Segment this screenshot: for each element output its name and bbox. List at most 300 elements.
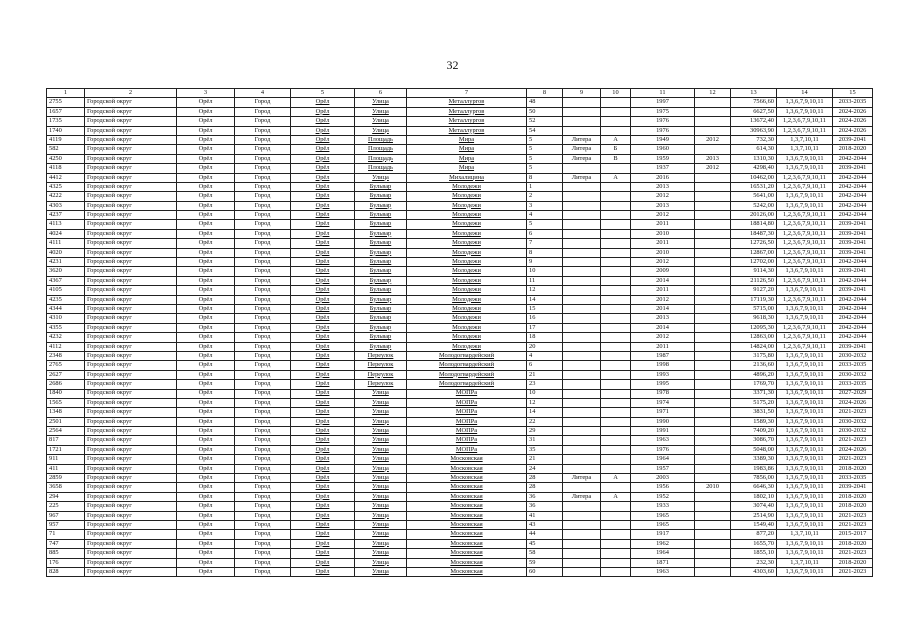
table-cell-col-13: 2136,60 — [731, 361, 777, 370]
table-cell-col-4: Город — [235, 98, 291, 107]
table-cell-col-14: 1,2,3,6,7,9,10,11 — [777, 229, 833, 238]
table-cell-col-13: 1769,70 — [731, 380, 777, 389]
table-cell-col-3: Орёл — [177, 211, 235, 220]
table-cell-col-3: Орёл — [177, 286, 235, 295]
table-cell-col-4: Город — [235, 295, 291, 304]
table-cell-col-5: Орёл — [291, 436, 355, 445]
table-cell-col-8: 5 — [527, 145, 563, 154]
table-row — [47, 333, 873, 342]
table-cell-col-15: 2039-2041 — [833, 220, 873, 229]
table-cell-col-10 — [601, 567, 631, 576]
table-cell-col-15: 2027-2029 — [833, 389, 873, 398]
table-cell-col-11: 2013 — [631, 201, 695, 210]
table-cell-col-15: 2039-2041 — [833, 267, 873, 276]
table-cell-col-13: 7409,20 — [731, 427, 777, 436]
table-cell-col-3: Орёл — [177, 502, 235, 511]
table-cell-col-15: 2042-2044 — [833, 276, 873, 285]
table-cell-col-9 — [563, 389, 601, 398]
table-row — [47, 427, 873, 436]
table-cell-col-4: Город — [235, 267, 291, 276]
table-cell-col-13: 12726,50 — [731, 239, 777, 248]
table-cell-col-2: Городской округ — [85, 192, 177, 201]
table-cell-col-5: Орёл — [291, 380, 355, 389]
table-cell-col-2: Городской округ — [85, 549, 177, 558]
table-row — [47, 126, 873, 135]
table-cell-col-9 — [563, 276, 601, 285]
table-cell-col-12 — [695, 126, 731, 135]
table-cell-col-12 — [695, 211, 731, 220]
table-cell-col-14: 1,2,3,6,7,9,10,11 — [777, 173, 833, 182]
table-cell-col-5: Орёл — [291, 201, 355, 210]
table-cell-col-6: Бульвар — [355, 201, 407, 210]
table-cell-col-1: 1348 — [47, 408, 85, 417]
table-cell-col-14: 1,3,7,10,11 — [777, 145, 833, 154]
table-cell-col-10 — [601, 436, 631, 445]
table-cell-col-7: Молодежи — [407, 304, 527, 313]
table-cell-col-1: 4119 — [47, 135, 85, 144]
table-cell-col-15: 2018-2020 — [833, 145, 873, 154]
table-cell-col-15: 2033-2035 — [833, 380, 873, 389]
column-header-15: 15 — [833, 89, 873, 98]
table-cell-col-7: Металлургов — [407, 126, 527, 135]
table-cell-col-11: 2014 — [631, 304, 695, 313]
table-cell-col-2: Городской округ — [85, 492, 177, 501]
table-cell-col-10 — [601, 511, 631, 520]
table-cell-col-9 — [563, 267, 601, 276]
table-cell-col-10: А — [601, 474, 631, 483]
table-cell-col-13: 7566,60 — [731, 98, 777, 107]
table-cell-col-4: Город — [235, 389, 291, 398]
table-cell-col-11: 1976 — [631, 126, 695, 135]
table-cell-col-2: Городской округ — [85, 258, 177, 267]
table-cell-col-8: 21 — [527, 370, 563, 379]
table-cell-col-2: Городской округ — [85, 511, 177, 520]
table-cell-col-7: Молодежи — [407, 333, 527, 342]
table-cell-col-6: Площадь — [355, 154, 407, 163]
table-cell-col-6: Площадь — [355, 164, 407, 173]
table-cell-col-2: Городской округ — [85, 436, 177, 445]
table-cell-col-10 — [601, 520, 631, 529]
table-cell-col-14: 1,3,6,7,9,10,11 — [777, 445, 833, 454]
table-cell-col-2: Городской округ — [85, 558, 177, 567]
table-cell-col-3: Орёл — [177, 436, 235, 445]
table-cell-col-9 — [563, 361, 601, 370]
column-header-10: 10 — [601, 89, 631, 98]
table-cell-col-8: 9 — [527, 258, 563, 267]
table-cell-col-11: 1917 — [631, 530, 695, 539]
table-cell-col-11: 1987 — [631, 351, 695, 360]
table-cell-col-11: 1978 — [631, 389, 695, 398]
table-cell-col-5: Орёл — [291, 502, 355, 511]
table-cell-col-8: 29 — [527, 427, 563, 436]
table-cell-col-12 — [695, 295, 731, 304]
table-row — [47, 295, 873, 304]
column-header-2: 2 — [85, 89, 177, 98]
table-cell-col-5: Орёл — [291, 182, 355, 191]
table-cell-col-15: 2039-2041 — [833, 342, 873, 351]
column-header-7: 7 — [407, 89, 527, 98]
table-cell-col-11: 1997 — [631, 98, 695, 107]
table-row — [47, 417, 873, 426]
table-cell-col-13: 4298,40 — [731, 164, 777, 173]
table-cell-col-15: 2024-2026 — [833, 107, 873, 116]
table-cell-col-3: Орёл — [177, 192, 235, 201]
table-cell-col-3: Орёл — [177, 474, 235, 483]
table-cell-col-12 — [695, 229, 731, 238]
table-cell-col-3: Орёл — [177, 455, 235, 464]
table-cell-col-12 — [695, 323, 731, 332]
table-cell-col-4: Город — [235, 370, 291, 379]
table-cell-col-2: Городской округ — [85, 304, 177, 313]
table-cell-col-8: 3 — [527, 201, 563, 210]
table-cell-col-6: Улица — [355, 558, 407, 567]
table-cell-col-8: 43 — [527, 520, 563, 529]
table-cell-col-5: Орёл — [291, 220, 355, 229]
table-cell-col-8: 5 — [527, 154, 563, 163]
table-cell-col-10 — [601, 502, 631, 511]
table-cell-col-4: Город — [235, 492, 291, 501]
table-cell-col-1: 294 — [47, 492, 85, 501]
table-cell-col-1: 4344 — [47, 304, 85, 313]
table-cell-col-15: 2018-2020 — [833, 492, 873, 501]
table-cell-col-1: 4303 — [47, 201, 85, 210]
table-cell-col-1: 582 — [47, 145, 85, 154]
table-row — [47, 164, 873, 173]
table-cell-col-7: Молодежи — [407, 192, 527, 201]
table-cell-col-14: 1,3,6,7,9,10,11 — [777, 520, 833, 529]
table-cell-col-1: 828 — [47, 567, 85, 576]
table-cell-col-14: 1,3,6,7,9,10,11 — [777, 464, 833, 473]
table-cell-col-12 — [695, 98, 731, 107]
table-cell-col-3: Орёл — [177, 267, 235, 276]
table-cell-col-15: 2021-2023 — [833, 567, 873, 576]
table-cell-col-3: Орёл — [177, 342, 235, 351]
table-cell-col-10 — [601, 182, 631, 191]
table-cell-col-11: 2012 — [631, 295, 695, 304]
table-cell-col-10 — [601, 117, 631, 126]
table-cell-col-12 — [695, 304, 731, 313]
table-cell-col-4: Город — [235, 173, 291, 182]
table-cell-col-2: Городской округ — [85, 417, 177, 426]
table-cell-col-8: 31 — [527, 436, 563, 445]
table-cell-col-11: 1995 — [631, 380, 695, 389]
table-cell-col-9 — [563, 530, 601, 539]
table-cell-col-14: 1,3,6,7,9,10,11 — [777, 567, 833, 576]
table-cell-col-1: 4355 — [47, 323, 85, 332]
table-cell-col-4: Город — [235, 483, 291, 492]
table-cell-col-11: 1963 — [631, 567, 695, 576]
table-cell-col-8: 18 — [527, 333, 563, 342]
table-cell-col-8: 24 — [527, 464, 563, 473]
table-cell-col-3: Орёл — [177, 314, 235, 323]
table-cell-col-5: Орёл — [291, 567, 355, 576]
table-cell-col-4: Город — [235, 333, 291, 342]
table-cell-col-4: Город — [235, 549, 291, 558]
table-cell-col-12 — [695, 558, 731, 567]
table-cell-col-4: Город — [235, 323, 291, 332]
table-cell-col-1: 1657 — [47, 107, 85, 116]
table-cell-col-14: 1,3,7,10,11 — [777, 135, 833, 144]
table-cell-col-11: 1871 — [631, 558, 695, 567]
table-cell-col-2: Городской округ — [85, 117, 177, 126]
table-cell-col-5: Орёл — [291, 520, 355, 529]
table-cell-col-8: 59 — [527, 558, 563, 567]
table-cell-col-13: 614,30 — [731, 145, 777, 154]
table-cell-col-1: 4237 — [47, 211, 85, 220]
table-cell-col-7: Молодежи — [407, 229, 527, 238]
table-cell-col-12: 2012 — [695, 135, 731, 144]
table-cell-col-10 — [601, 342, 631, 351]
table-cell-col-11: 1963 — [631, 436, 695, 445]
table-cell-col-13: 2514,90 — [731, 511, 777, 520]
table-row — [47, 229, 873, 238]
table-cell-col-10 — [601, 211, 631, 220]
table-cell-col-13: 4303,60 — [731, 567, 777, 576]
table-cell-col-12 — [695, 398, 731, 407]
table-cell-col-2: Городской округ — [85, 408, 177, 417]
table-cell-col-2: Городской округ — [85, 182, 177, 191]
table-cell-col-10 — [601, 295, 631, 304]
table-cell-col-2: Городской округ — [85, 539, 177, 548]
table-cell-col-13: 1549,40 — [731, 520, 777, 529]
table-cell-col-7: Молодогвардейский — [407, 370, 527, 379]
table-cell-col-4: Город — [235, 502, 291, 511]
table-cell-col-4: Город — [235, 304, 291, 313]
table-cell-col-15: 2021-2023 — [833, 511, 873, 520]
table-cell-col-13: 20126,00 — [731, 211, 777, 220]
table-cell-col-14: 1,3,6,7,9,10,11 — [777, 192, 833, 201]
table-cell-col-6: Улица — [355, 408, 407, 417]
table-cell-col-6: Площадь — [355, 145, 407, 154]
table-cell-col-7: Молодежи — [407, 239, 527, 248]
table-cell-col-6: Бульвар — [355, 220, 407, 229]
table-cell-col-11: 1957 — [631, 464, 695, 473]
table-cell-col-3: Орёл — [177, 511, 235, 520]
table-row — [47, 436, 873, 445]
table-cell-col-4: Город — [235, 286, 291, 295]
table-row — [47, 182, 873, 191]
table-cell-col-10 — [601, 455, 631, 464]
table-cell-col-10 — [601, 549, 631, 558]
table-cell-col-7: МОПРа — [407, 445, 527, 454]
table-cell-col-15: 2042-2044 — [833, 258, 873, 267]
table-cell-col-7: МОПРа — [407, 408, 527, 417]
table-cell-col-10 — [601, 389, 631, 398]
table-cell-col-14: 1,3,6,7,9,10,11 — [777, 483, 833, 492]
table-cell-col-8: 5 — [527, 220, 563, 229]
table-row — [47, 474, 873, 483]
table-cell-col-7: Мира — [407, 164, 527, 173]
table-cell-col-3: Орёл — [177, 464, 235, 473]
table-cell-col-3: Орёл — [177, 530, 235, 539]
table-cell-col-13: 1983,86 — [731, 464, 777, 473]
table-cell-col-8: 14 — [527, 295, 563, 304]
table-cell-col-7: Молодежи — [407, 258, 527, 267]
table-row — [47, 380, 873, 389]
table-cell-col-6: Переулок — [355, 380, 407, 389]
table-cell-col-6: Переулок — [355, 370, 407, 379]
table-cell-col-7: МОПРа — [407, 398, 527, 407]
table-cell-col-8: 48 — [527, 98, 563, 107]
table-cell-col-6: Улица — [355, 126, 407, 135]
table-cell-col-10 — [601, 201, 631, 210]
table-cell-col-12 — [695, 361, 731, 370]
table-cell-col-7: Московская — [407, 567, 527, 576]
table-cell-col-7: Металлургов — [407, 107, 527, 116]
table-cell-col-4: Город — [235, 408, 291, 417]
table-cell-col-13: 12863,00 — [731, 333, 777, 342]
table-cell-col-8: 50 — [527, 107, 563, 116]
table-cell-col-14: 1,3,6,7,9,10,11 — [777, 539, 833, 548]
column-header-8: 8 — [527, 89, 563, 98]
table-cell-col-12 — [695, 267, 731, 276]
table-cell-col-11: 2012 — [631, 258, 695, 267]
table-cell-col-13: 16531,20 — [731, 182, 777, 191]
table-cell-col-1: 2348 — [47, 351, 85, 360]
table-cell-col-8: 20 — [527, 342, 563, 351]
table-cell-col-6: Улица — [355, 511, 407, 520]
table-cell-col-7: Молодогвардейский — [407, 380, 527, 389]
table-cell-col-3: Орёл — [177, 248, 235, 257]
table-cell-col-9 — [563, 248, 601, 257]
table-cell-col-8: 23 — [527, 380, 563, 389]
table-cell-col-7: Молодежи — [407, 276, 527, 285]
table-cell-col-13: 30963,90 — [731, 126, 777, 135]
table-cell-col-14: 1,3,6,7,9,10,11 — [777, 492, 833, 501]
table-cell-col-8: 4 — [527, 211, 563, 220]
table-row — [47, 539, 873, 548]
table-cell-col-5: Орёл — [291, 154, 355, 163]
table-cell-col-9 — [563, 408, 601, 417]
table-cell-col-1: 4231 — [47, 258, 85, 267]
table-row — [47, 567, 873, 576]
table-cell-col-2: Городской округ — [85, 173, 177, 182]
table-cell-col-12 — [695, 492, 731, 501]
table-cell-col-4: Город — [235, 351, 291, 360]
table-cell-col-6: Бульвар — [355, 304, 407, 313]
table-cell-col-14: 1,3,6,7,9,10,11 — [777, 511, 833, 520]
table-row — [47, 502, 873, 511]
table-row — [47, 342, 873, 351]
table-cell-col-2: Городской округ — [85, 445, 177, 454]
column-header-11: 11 — [631, 89, 695, 98]
table-cell-col-1: 4310 — [47, 314, 85, 323]
table-cell-col-5: Орёл — [291, 164, 355, 173]
table-cell-col-9 — [563, 370, 601, 379]
table-cell-col-4: Город — [235, 229, 291, 238]
table-cell-col-15: 2024-2026 — [833, 117, 873, 126]
table-cell-col-3: Орёл — [177, 445, 235, 454]
table-cell-col-3: Орёл — [177, 539, 235, 548]
table-cell-col-6: Улица — [355, 492, 407, 501]
table-cell-col-15: 2015-2017 — [833, 530, 873, 539]
table-cell-col-12 — [695, 286, 731, 295]
table-cell-col-3: Орёл — [177, 408, 235, 417]
table-cell-col-11: 2011 — [631, 286, 695, 295]
table-cell-col-15: 2039-2041 — [833, 248, 873, 257]
table-cell-col-8: 17 — [527, 323, 563, 332]
page-number: 32 — [446, 58, 459, 72]
table-cell-col-1: 4118 — [47, 164, 85, 173]
table-cell-col-12: 2010 — [695, 483, 731, 492]
table-cell-col-12 — [695, 220, 731, 229]
table-cell-col-6: Улица — [355, 117, 407, 126]
table-cell-col-2: Городской округ — [85, 267, 177, 276]
table-cell-col-12 — [695, 342, 731, 351]
table-cell-col-15: 2039-2041 — [833, 483, 873, 492]
table-cell-col-14: 1,2,3,6,7,9,10,11 — [777, 323, 833, 332]
table-cell-col-5: Орёл — [291, 267, 355, 276]
table-cell-col-1: 1740 — [47, 126, 85, 135]
table-cell-col-12 — [695, 117, 731, 126]
table-row — [47, 201, 873, 210]
table-cell-col-12: 2012 — [695, 164, 731, 173]
table-cell-col-8: 44 — [527, 530, 563, 539]
table-cell-col-7: Молодежи — [407, 182, 527, 191]
table-cell-col-9 — [563, 229, 601, 238]
table-cell-col-9 — [563, 436, 601, 445]
table-cell-col-9 — [563, 201, 601, 210]
table-cell-col-2: Городской округ — [85, 107, 177, 116]
table-cell-col-3: Орёл — [177, 558, 235, 567]
table-cell-col-11: 1933 — [631, 502, 695, 511]
table-cell-col-8: 28 — [527, 483, 563, 492]
table-row — [47, 398, 873, 407]
table-cell-col-11: 2012 — [631, 192, 695, 201]
table-cell-col-10 — [601, 530, 631, 539]
column-header-6: 6 — [355, 89, 407, 98]
table-row — [47, 286, 873, 295]
table-cell-col-4: Город — [235, 361, 291, 370]
table-cell-col-4: Город — [235, 558, 291, 567]
table-cell-col-13: 3175,80 — [731, 351, 777, 360]
table-cell-col-14: 1,3,6,7,9,10,11 — [777, 474, 833, 483]
table-cell-col-6: Улица — [355, 464, 407, 473]
table-cell-col-12 — [695, 248, 731, 257]
table-cell-col-3: Орёл — [177, 98, 235, 107]
table-cell-col-3: Орёл — [177, 164, 235, 173]
table-cell-col-2: Городской округ — [85, 427, 177, 436]
table-cell-col-5: Орёл — [291, 145, 355, 154]
table-cell-col-14: 1,3,6,7,9,10,11 — [777, 314, 833, 323]
table-cell-col-1: 4020 — [47, 248, 85, 257]
table-cell-col-2: Городской округ — [85, 286, 177, 295]
table-row — [47, 370, 873, 379]
table-cell-col-14: 1,3,7,10,11 — [777, 530, 833, 539]
table-cell-col-10: А — [601, 492, 631, 501]
table-cell-col-6: Улица — [355, 389, 407, 398]
table-cell-col-9 — [563, 333, 601, 342]
table-row — [47, 117, 873, 126]
table-cell-col-9: Литера — [563, 492, 601, 501]
table-cell-col-12 — [695, 539, 731, 548]
table-cell-col-5: Орёл — [291, 511, 355, 520]
table-cell-col-11: 2012 — [631, 211, 695, 220]
table-cell-col-13: 3389,30 — [731, 455, 777, 464]
table-cell-col-14: 1,2,3,6,7,9,10,11 — [777, 342, 833, 351]
table-cell-col-2: Городской округ — [85, 154, 177, 163]
table-cell-col-8: 4 — [527, 351, 563, 360]
table-cell-col-1: 3658 — [47, 483, 85, 492]
table-cell-col-4: Город — [235, 220, 291, 229]
column-header-4: 4 — [235, 89, 291, 98]
table-cell-col-10 — [601, 427, 631, 436]
table-cell-col-9 — [563, 539, 601, 548]
table-cell-col-1: 2501 — [47, 417, 85, 426]
table-cell-col-9 — [563, 98, 601, 107]
table-cell-col-9: Литера — [563, 135, 601, 144]
table-row — [47, 530, 873, 539]
